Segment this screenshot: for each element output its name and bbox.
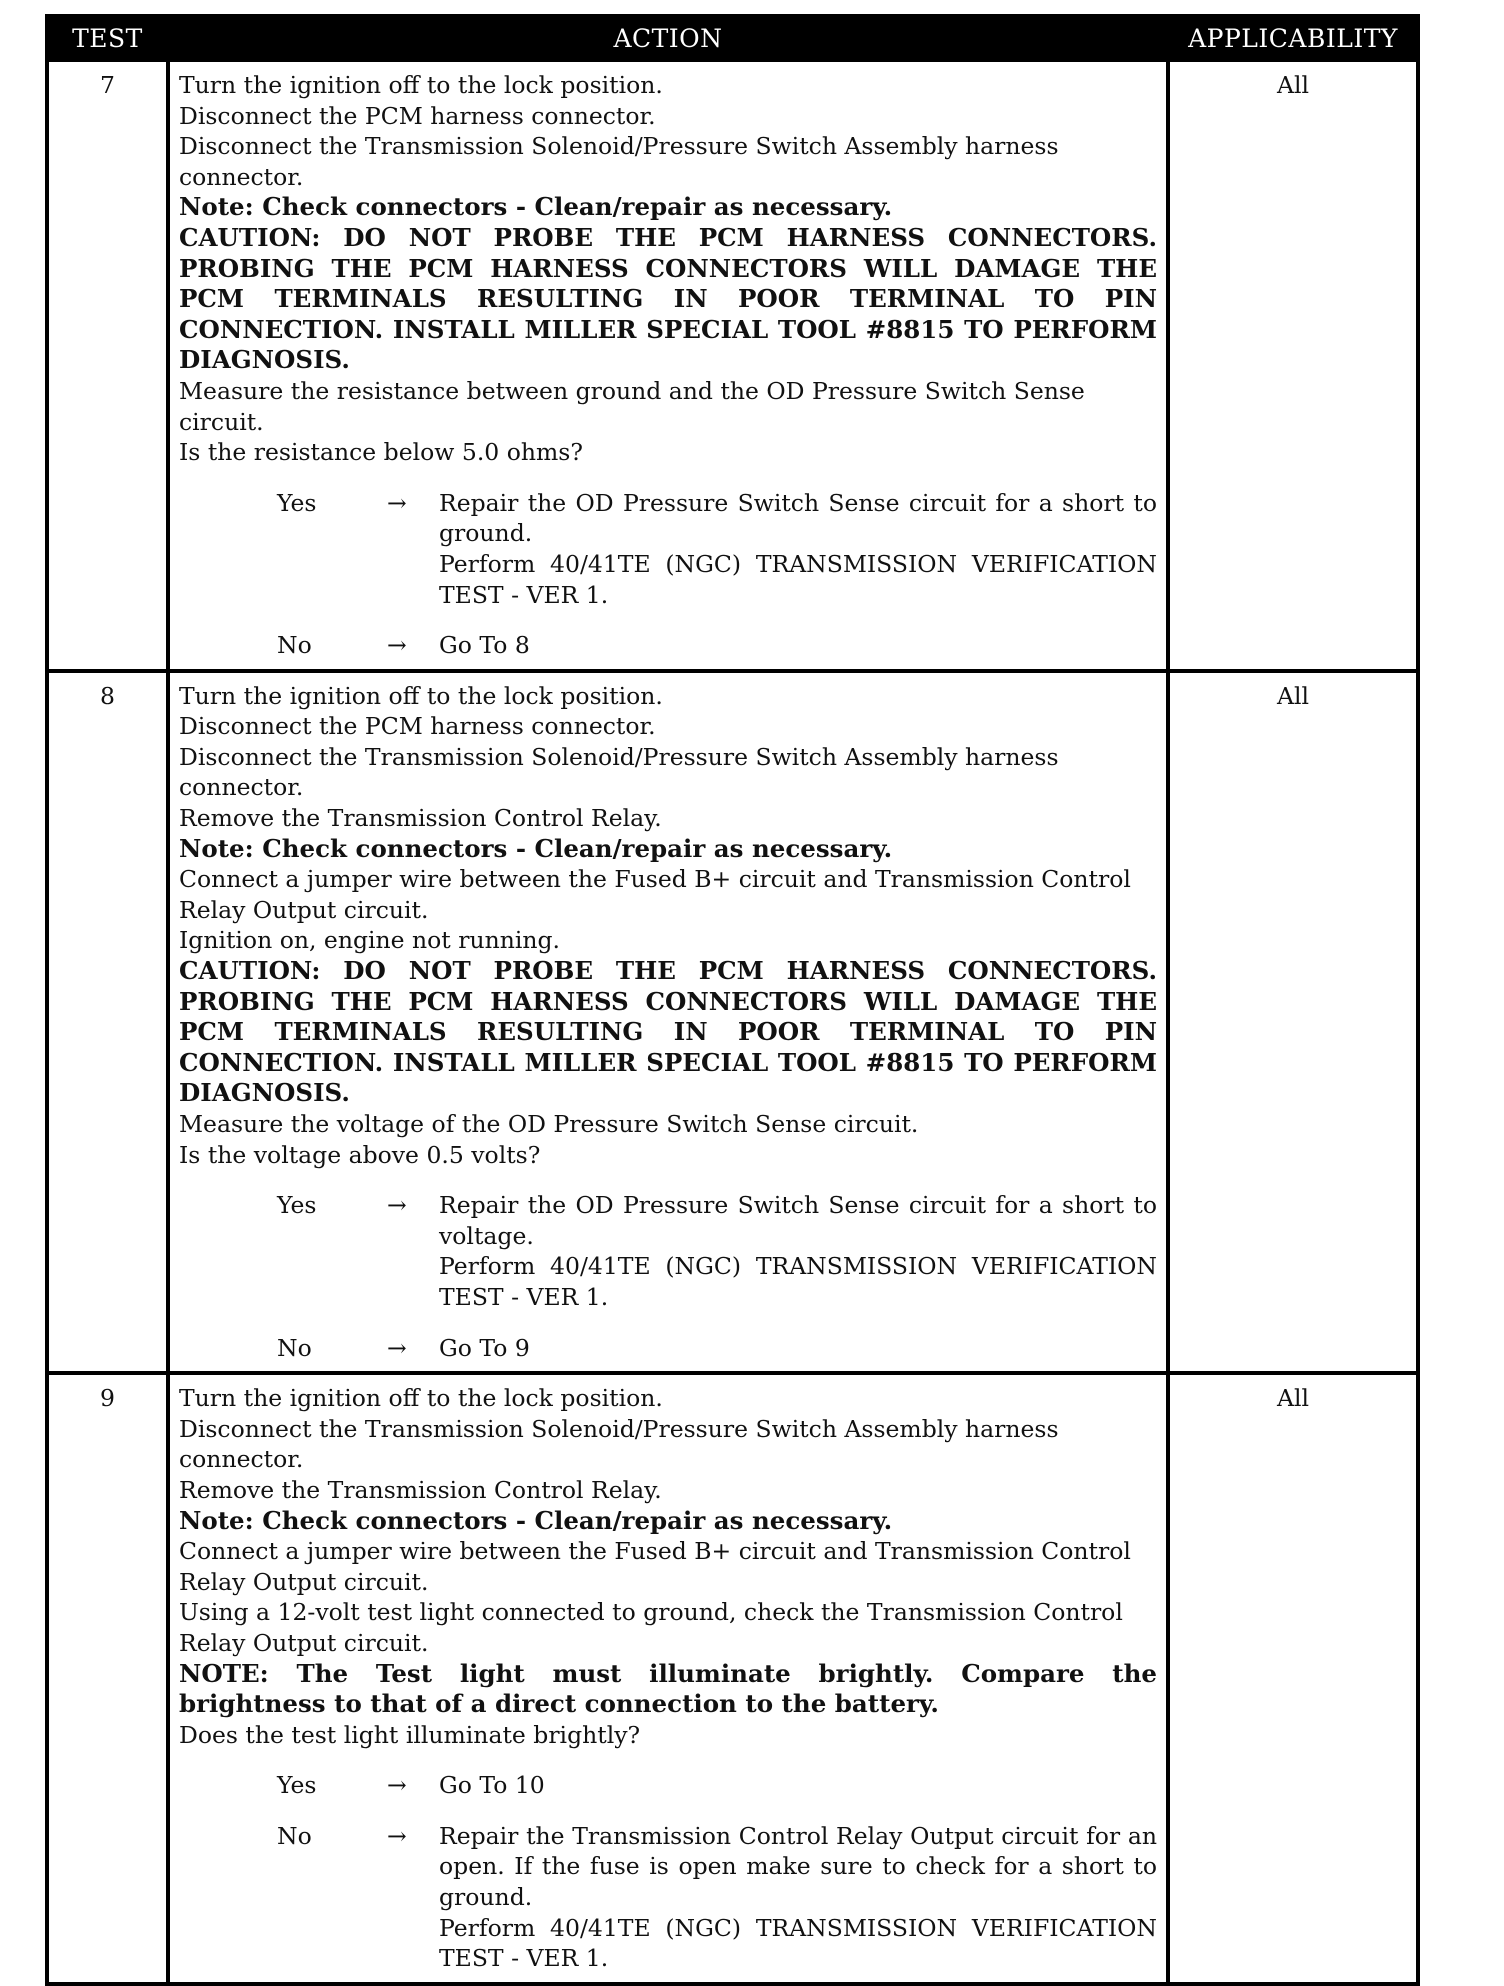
table-row — [47, 60, 1418, 671]
note-text: Note: Check connectors - Clean/repair as necessary. — [179, 1505, 893, 1535]
step-text: Is the voltage above 0.5 volts? — [179, 1140, 541, 1169]
step-text: Measure the resistance between ground and the OD Pressure Switch Sense circuit. — [179, 376, 1085, 436]
outcome-no — [179, 1821, 1157, 1974]
outcome-line: Repair the OD Pressure Switch Sense circuit for a short to voltage. — [439, 1191, 1157, 1250]
outcome-result — [439, 488, 1157, 610]
test-number: 8 — [47, 671, 168, 1373]
header-action: ACTION — [168, 16, 1168, 60]
outcome-label: Yes — [277, 1771, 317, 1800]
right-arrow-icon: → — [387, 488, 407, 517]
outcome-result — [439, 1190, 1157, 1312]
step-text: Does the test light illuminate brightly? — [179, 1720, 641, 1749]
table-row — [47, 1373, 1418, 1984]
applicability-value: All — [1168, 60, 1418, 671]
outcome-result — [439, 1770, 1157, 1801]
caution-text: NOTE: The Test light must illuminate brightly. Compare the brightness to that of a direct connection to the battery. — [179, 1658, 1157, 1719]
step-text: Remove the Transmission Control Relay. — [179, 804, 662, 833]
outcome-yes — [179, 488, 1157, 610]
step-text: Disconnect the Transmission Solenoid/Pressure Switch Assembly harness connector. — [179, 742, 1059, 802]
step-text: Remove the Transmission Control Relay. — [179, 1475, 662, 1504]
step-text: Is the resistance below 5.0 ohms? — [179, 438, 583, 467]
test-number: 9 — [47, 1373, 168, 1984]
outcome-line: Go To 9 — [439, 1333, 530, 1362]
step-text: Disconnect the PCM harness connector. — [179, 712, 656, 741]
right-arrow-icon: → — [387, 631, 407, 660]
table-body — [47, 60, 1418, 1984]
header-test: TEST — [47, 16, 168, 60]
step-text: Ignition on, engine not running. — [179, 926, 561, 955]
outcome-result — [439, 1821, 1157, 1974]
applicability-value: All — [1168, 671, 1418, 1373]
right-arrow-icon: → — [387, 1333, 407, 1362]
outcome-yes — [179, 1190, 1157, 1312]
right-arrow-icon: → — [387, 1821, 407, 1850]
test-number: 7 — [47, 60, 168, 671]
diagnostic-test-table — [45, 14, 1420, 1986]
right-arrow-icon: → — [387, 1771, 407, 1800]
right-arrow-icon: → — [387, 1191, 407, 1220]
outcome-label: No — [277, 1333, 312, 1362]
outcome-line: Go To 10 — [439, 1771, 545, 1800]
outcome-line: Perform 40/41TE (NGC) TRANSMISSION VERIFICATION TEST - VER 1. — [439, 549, 1157, 609]
outcome-line: Perform 40/41TE (NGC) TRANSMISSION VERIFICATION TEST - VER 1. — [439, 1252, 1157, 1311]
outcome-yes — [179, 1770, 1157, 1801]
step-text: Connect a jumper wire between the Fused B+ circuit and Transmission Control Relay Output circuit. — [179, 865, 1131, 924]
caution-text: CAUTION: DO NOT PROBE THE PCM HARNESS CONNECTORS. PROBING THE PCM HARNESS CONNECTORS WILL DAMAGE THE PCM TERMINALS RESULTING IN POOR TERMINAL TO PIN CONNECTION. INSTALL MILLER SPECIAL TOOL #8815 TO PERFORM DIAGNOSIS. — [179, 956, 1157, 1108]
outcome-label: No — [277, 631, 312, 660]
table-row — [47, 671, 1418, 1373]
note-text: Note: Check connectors - Clean/repair as necessary. — [179, 192, 893, 222]
step-text: Disconnect the Transmission Solenoid/Pressure Switch Assembly harness connector. — [179, 1414, 1059, 1474]
outcome-label: No — [277, 1821, 312, 1850]
action-cell — [168, 671, 1168, 1373]
outcome-line: Repair the Transmission Control Relay Output circuit for an open. If the fuse is open make sure to check for a short to ground. — [439, 1821, 1157, 1912]
outcome-no — [179, 630, 1157, 661]
step-text: Disconnect the PCM harness connector. — [179, 101, 656, 130]
header-applicability: APPLICABILITY — [1168, 16, 1418, 60]
action-cell — [168, 60, 1168, 671]
outcome-label: Yes — [277, 1191, 317, 1220]
outcome-line: Go To 8 — [439, 631, 530, 660]
step-text: Turn the ignition off to the lock position. — [179, 681, 663, 710]
applicability-value: All — [1168, 1373, 1418, 1984]
outcome-label: Yes — [277, 488, 317, 517]
step-text: Measure the voltage of the OD Pressure Switch Sense circuit. — [179, 1110, 919, 1138]
step-text: Using a 12-volt test light connected to ground, check the Transmission Control Relay Output circuit. — [179, 1598, 1123, 1657]
step-text: Turn the ignition off to the lock position. — [179, 71, 663, 99]
outcome-line: Repair the OD Pressure Switch Sense circuit for a short to ground. — [439, 488, 1157, 548]
outcome-result — [439, 630, 1157, 661]
step-text: Disconnect the Transmission Solenoid/Pressure Switch Assembly harness connector. — [179, 132, 1059, 191]
action-cell — [168, 1373, 1168, 1984]
outcome-no — [179, 1333, 1157, 1364]
table-header-row — [47, 16, 1418, 60]
caution-text: CAUTION: DO NOT PROBE THE PCM HARNESS CONNECTORS. PROBING THE PCM HARNESS CONNECTORS WILL DAMAGE THE PCM TERMINALS RESULTING IN POOR TERMINAL TO PIN CONNECTION. INSTALL MILLER SPECIAL TOOL #8815 TO PERFORM DIAGNOSIS. — [179, 222, 1157, 375]
note-text: Note: Check connectors - Clean/repair as necessary. — [179, 833, 893, 863]
outcome-result — [439, 1333, 1157, 1364]
step-text: Connect a jumper wire between the Fused B+ circuit and Transmission Control Relay Output circuit. — [179, 1537, 1131, 1596]
step-text: Turn the ignition off to the lock position. — [179, 1384, 663, 1413]
outcome-line: Perform 40/41TE (NGC) TRANSMISSION VERIFICATION TEST - VER 1. — [439, 1913, 1157, 1973]
